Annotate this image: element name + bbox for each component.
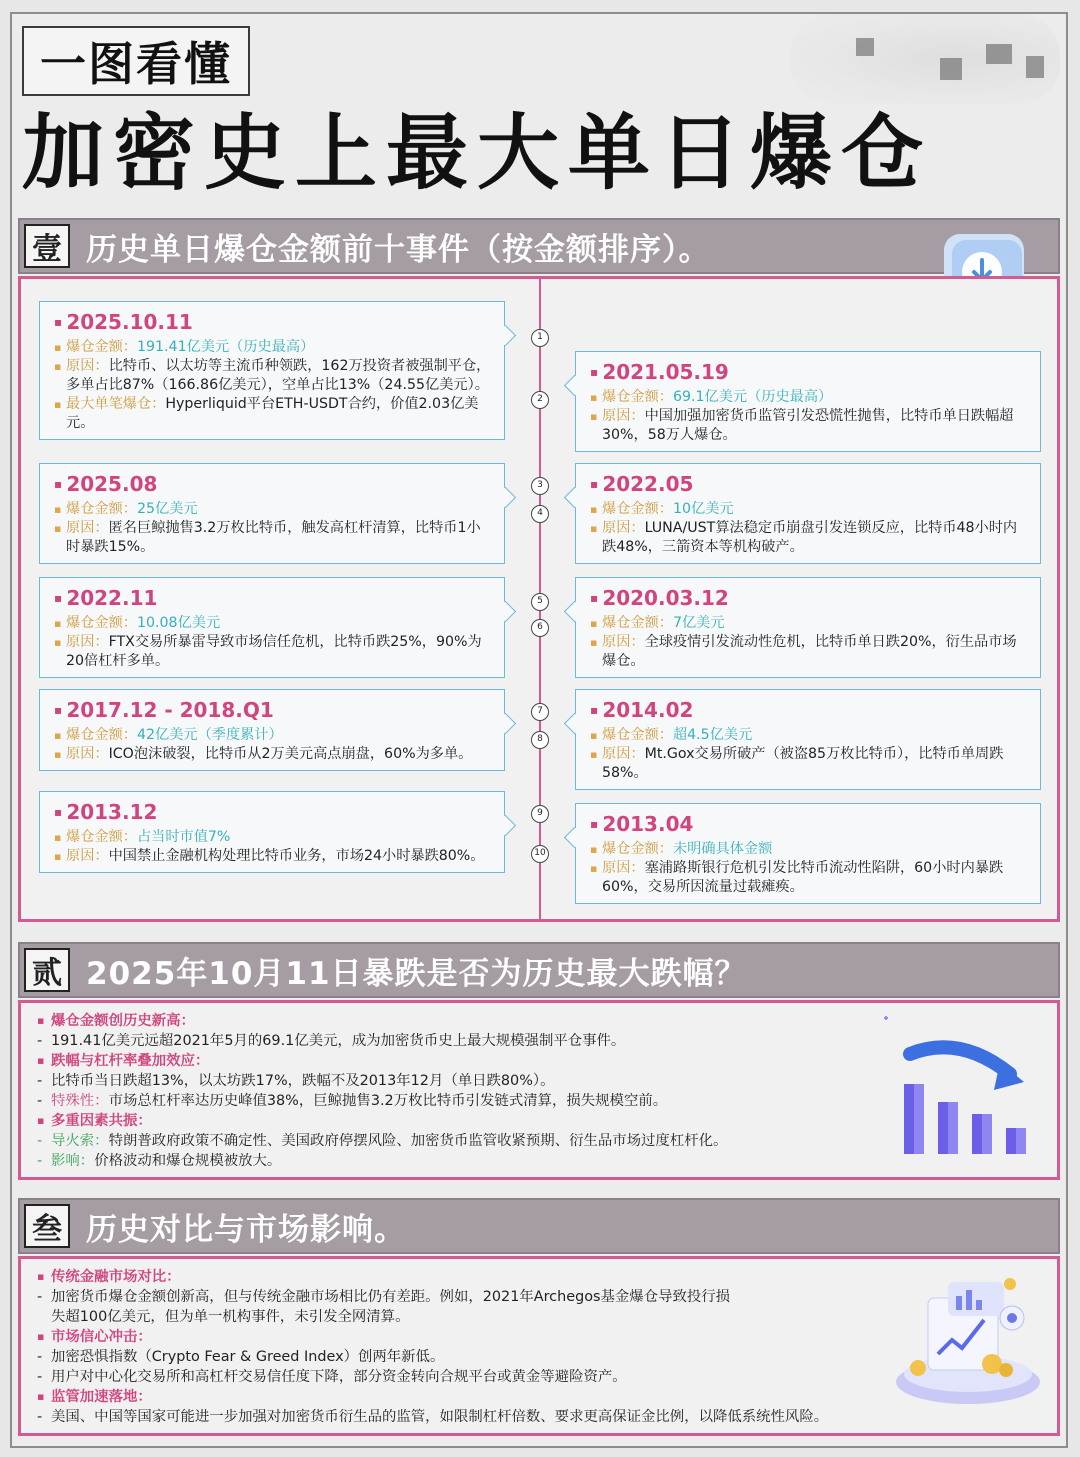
section2-list xyxy=(37,1011,727,1171)
event-amount-label: 爆仓金额： xyxy=(602,727,673,743)
event-reason-row xyxy=(54,847,492,866)
event-amount: 占当时市值7% xyxy=(136,829,231,845)
event-amount-row xyxy=(54,614,492,633)
event-date: ▪ 2025.10.11 xyxy=(54,308,492,336)
timeline-node: 3 xyxy=(531,477,549,495)
section1-number: 壹 xyxy=(24,224,70,268)
event-reason: FTX交易所暴雷导致市场信任危机，比特币跌25%，90%为20倍杠杆多单。 xyxy=(66,634,482,669)
event-card xyxy=(39,301,505,440)
bullet-item: - 191.41亿美元远超2021年5月的69.1亿美元，成为加密货币史上最大规模强制平仓事件。 xyxy=(37,1031,727,1051)
event-card xyxy=(575,463,1041,564)
timeline-node: 10 xyxy=(531,845,549,863)
event-amount: 69.1亿美元（历史最高） xyxy=(672,389,833,405)
section2-header xyxy=(18,942,1060,998)
event-reason-row xyxy=(54,519,492,557)
bullet-item: - 美国、中国等国家可能进一步加强对加密货币衍生品的监管，如限制杠杆倍数、要求更高保证金比例，以降低系统性风险。 xyxy=(37,1407,828,1427)
bullet-heading: ▪ 市场信心冲击： xyxy=(37,1327,828,1347)
event-reason: 中国禁止金融机构处理比特币业务，市场24小时暴跌80%。 xyxy=(108,848,485,864)
event-reason-row xyxy=(590,745,1028,783)
event-amount-row xyxy=(590,388,1028,407)
event-amount-label: 爆仓金额： xyxy=(602,841,673,857)
bullet-item-green xyxy=(37,1131,727,1151)
event-card xyxy=(575,803,1041,904)
event-reason: ICO泡沫破裂，比特币从2万美元高点崩盘，60%为多单。 xyxy=(108,746,473,762)
event-reason: 中国加强加密货币监管引发恐慌性抛售，比特币单日跌幅超30%，58万人爆仓。 xyxy=(602,408,1014,443)
event-amount: 42亿美元（季度累计） xyxy=(136,727,283,743)
event-card xyxy=(39,689,505,771)
event-reason: 塞浦路斯银行危机引发比特币流动性陷阱，60小时内暴跌60%，交易所因流量过载瘫痪。 xyxy=(602,860,1004,895)
event-extra: Hyperliquid平台ETH-USDT合约，价值2.03亿美元。 xyxy=(66,396,479,431)
section3-title: 历史对比与市场影响。 xyxy=(86,1211,406,1248)
bullet-item: - 加密恐惧指数（Crypto Fear & Greed Index）创两年新低。 xyxy=(37,1347,828,1367)
bullet-text: 价格波动和爆仓规模被放大。 xyxy=(94,1153,282,1169)
event-card xyxy=(575,689,1041,790)
event-amount: 超4.5亿美元 xyxy=(672,727,753,743)
bullet-key: 特殊性： xyxy=(51,1093,109,1109)
event-amount-label: 爆仓金额： xyxy=(66,615,137,631)
bullet-text: 特朗普政府政策不确定性、美国政府停摆风险、加密货币监管收紧预期、衍生品市场过度杠杆化。 xyxy=(108,1133,728,1149)
event-card xyxy=(575,351,1041,452)
bullet-heading: ▪ 监管加速落地： xyxy=(37,1387,828,1407)
event-card xyxy=(39,577,505,678)
event-amount-label: 爆仓金额： xyxy=(66,501,137,517)
event-amount: 25亿美元 xyxy=(136,501,198,517)
event-amount-row xyxy=(54,338,492,357)
bullet-item: - 加密货币爆仓金额创新高，但与传统金融市场相比仍有差距。例如，2021年Archegos基金爆仓导致投行损 xyxy=(37,1287,828,1307)
event-date: ▪ 2017.12 - 2018.Q1 xyxy=(54,696,492,724)
event-reason: Mt.Gox交易所破产（被盗85万枚比特币），比特币单周跌58%。 xyxy=(602,746,1004,781)
page-title: 加密史上最大单日爆仓 xyxy=(22,106,933,201)
event-amount-row xyxy=(590,614,1028,633)
section2-number: 贰 xyxy=(24,948,70,992)
event-reason-row xyxy=(54,633,492,671)
timeline-node: 8 xyxy=(531,731,549,749)
event-date: ▪ 2025.08 xyxy=(54,470,492,498)
event-reason-label: 原因： xyxy=(602,860,645,876)
timeline-node: 9 xyxy=(531,805,549,823)
section1-body xyxy=(18,276,1060,922)
timeline-node: 5 xyxy=(531,593,549,611)
event-extra-label: 最大单笔爆仓： xyxy=(66,396,166,412)
event-reason-label: 原因： xyxy=(66,746,109,762)
bullet-heading: ▪ 传统金融市场对比： xyxy=(37,1267,828,1287)
event-card xyxy=(575,577,1041,678)
bullet-key: 影响： xyxy=(51,1153,95,1169)
event-reason-label: 原因： xyxy=(66,848,109,864)
event-reason-label: 原因： xyxy=(66,358,109,374)
section3-number: 叁 xyxy=(24,1204,70,1248)
event-reason-row xyxy=(54,745,492,764)
event-date: ▪ 2021.05.19 xyxy=(590,358,1028,386)
finance-podium-icon xyxy=(888,1270,1048,1410)
event-amount: 7亿美元 xyxy=(672,615,725,631)
declining-chart-icon xyxy=(880,1014,1040,1164)
bullet-item-keyed xyxy=(37,1091,727,1111)
bullet-heading: ▪ 爆仓金额创历史新高： xyxy=(37,1011,727,1031)
blurred-watermark xyxy=(790,14,1060,104)
event-reason-label: 原因： xyxy=(602,634,645,650)
event-date: ▪ 2020.03.12 xyxy=(590,584,1028,612)
event-card xyxy=(39,463,505,564)
header-tag: 一图看懂 xyxy=(22,26,250,96)
event-amount: 10.08亿美元 xyxy=(136,615,221,631)
event-amount-label: 爆仓金额： xyxy=(66,829,137,845)
event-amount-label: 爆仓金额： xyxy=(602,389,673,405)
timeline-node: 1 xyxy=(531,329,549,347)
bullet-item-green xyxy=(37,1151,727,1171)
event-reason-row xyxy=(590,859,1028,897)
bullet-heading: ▪ 跌幅与杠杆率叠加效应： xyxy=(37,1051,727,1071)
event-amount-row xyxy=(54,726,492,745)
timeline-node: 6 xyxy=(531,619,549,637)
event-amount-row xyxy=(590,840,1028,859)
event-reason: LUNA/UST算法稳定币崩盘引发连锁反应，比特币48小时内跌48%，三箭资本等机构破产。 xyxy=(602,520,1018,555)
timeline-node: 2 xyxy=(531,391,549,409)
event-amount-row xyxy=(54,500,492,519)
event-amount-row xyxy=(590,500,1028,519)
event-amount: 191.41亿美元（历史最高） xyxy=(136,339,315,355)
event-amount-label: 爆仓金额： xyxy=(602,501,673,517)
event-date: ▪ 2022.05 xyxy=(590,470,1028,498)
bullet-key: 导火索： xyxy=(51,1133,109,1149)
bullet-heading: ▪ 多重因素共振： xyxy=(37,1111,727,1131)
event-amount: 10亿美元 xyxy=(672,501,734,517)
event-reason: 比特币、以太坊等主流币种领跌，162万投资者被强制平仓，多单占比87%（166.86亿美元），空单占比13%（24.55亿美元）。 xyxy=(66,358,491,393)
bullet-text: 市场总杠杆率达历史峰值38%，巨鲸抛售3.2万枚比特币引发链式清算，损失规模空前。 xyxy=(108,1093,668,1109)
event-reason-label: 原因： xyxy=(66,520,109,536)
event-date: ▪ 2022.11 xyxy=(54,584,492,612)
event-reason-row xyxy=(54,357,492,395)
event-reason-row xyxy=(590,519,1028,557)
event-reason-label: 原因： xyxy=(602,746,645,762)
section3-header xyxy=(18,1198,1060,1254)
event-amount: 未明确具体金额 xyxy=(672,841,773,857)
section1-header xyxy=(18,218,1060,274)
timeline-node: 7 xyxy=(531,703,549,721)
bullet-item: - 用户对中心化交易所和高杠杆交易信任度下降，部分资金转向合规平台或黄金等避险资产。 xyxy=(37,1367,828,1387)
section1-title: 历史单日爆仓金额前十事件（按金额排序）。 xyxy=(86,231,711,268)
timeline-node: 4 xyxy=(531,505,549,523)
event-amount-label: 爆仓金额： xyxy=(66,727,137,743)
bullet-item: - 比特币当日跌超13%，以太坊跌17%，跌幅不及2013年12月（单日跌80%）。 xyxy=(37,1071,727,1091)
event-amount-row xyxy=(590,726,1028,745)
section2-title: 2025年10月11日暴跌是否为历史最大跌幅？ xyxy=(86,955,747,992)
event-reason-row xyxy=(590,407,1028,445)
event-date: ▪ 2014.02 xyxy=(590,696,1028,724)
event-amount-row xyxy=(54,828,492,847)
event-date: ▪ 2013.12 xyxy=(54,798,492,826)
event-reason: 匿名巨鲸抛售3.2万枚比特币，触发高杠杆清算，比特币1小时暴跌15%。 xyxy=(66,520,481,555)
event-reason-label: 原因： xyxy=(602,408,645,424)
event-date: ▪ 2013.04 xyxy=(590,810,1028,838)
bullet-continuation: 失超100亿美元，但为单一机构事件，未引发全网清算。 xyxy=(51,1309,410,1325)
event-amount-label: 爆仓金额： xyxy=(66,339,137,355)
event-extra-row xyxy=(54,395,492,433)
event-reason-row xyxy=(590,633,1028,671)
event-reason: 全球疫情引发流动性危机，比特币单日跌20%，衍生品市场爆仓。 xyxy=(602,634,1017,669)
section3-list xyxy=(37,1267,828,1427)
event-card xyxy=(39,791,505,873)
event-reason-label: 原因： xyxy=(66,634,109,650)
event-reason-label: 原因： xyxy=(602,520,645,536)
event-amount-label: 爆仓金额： xyxy=(602,615,673,631)
